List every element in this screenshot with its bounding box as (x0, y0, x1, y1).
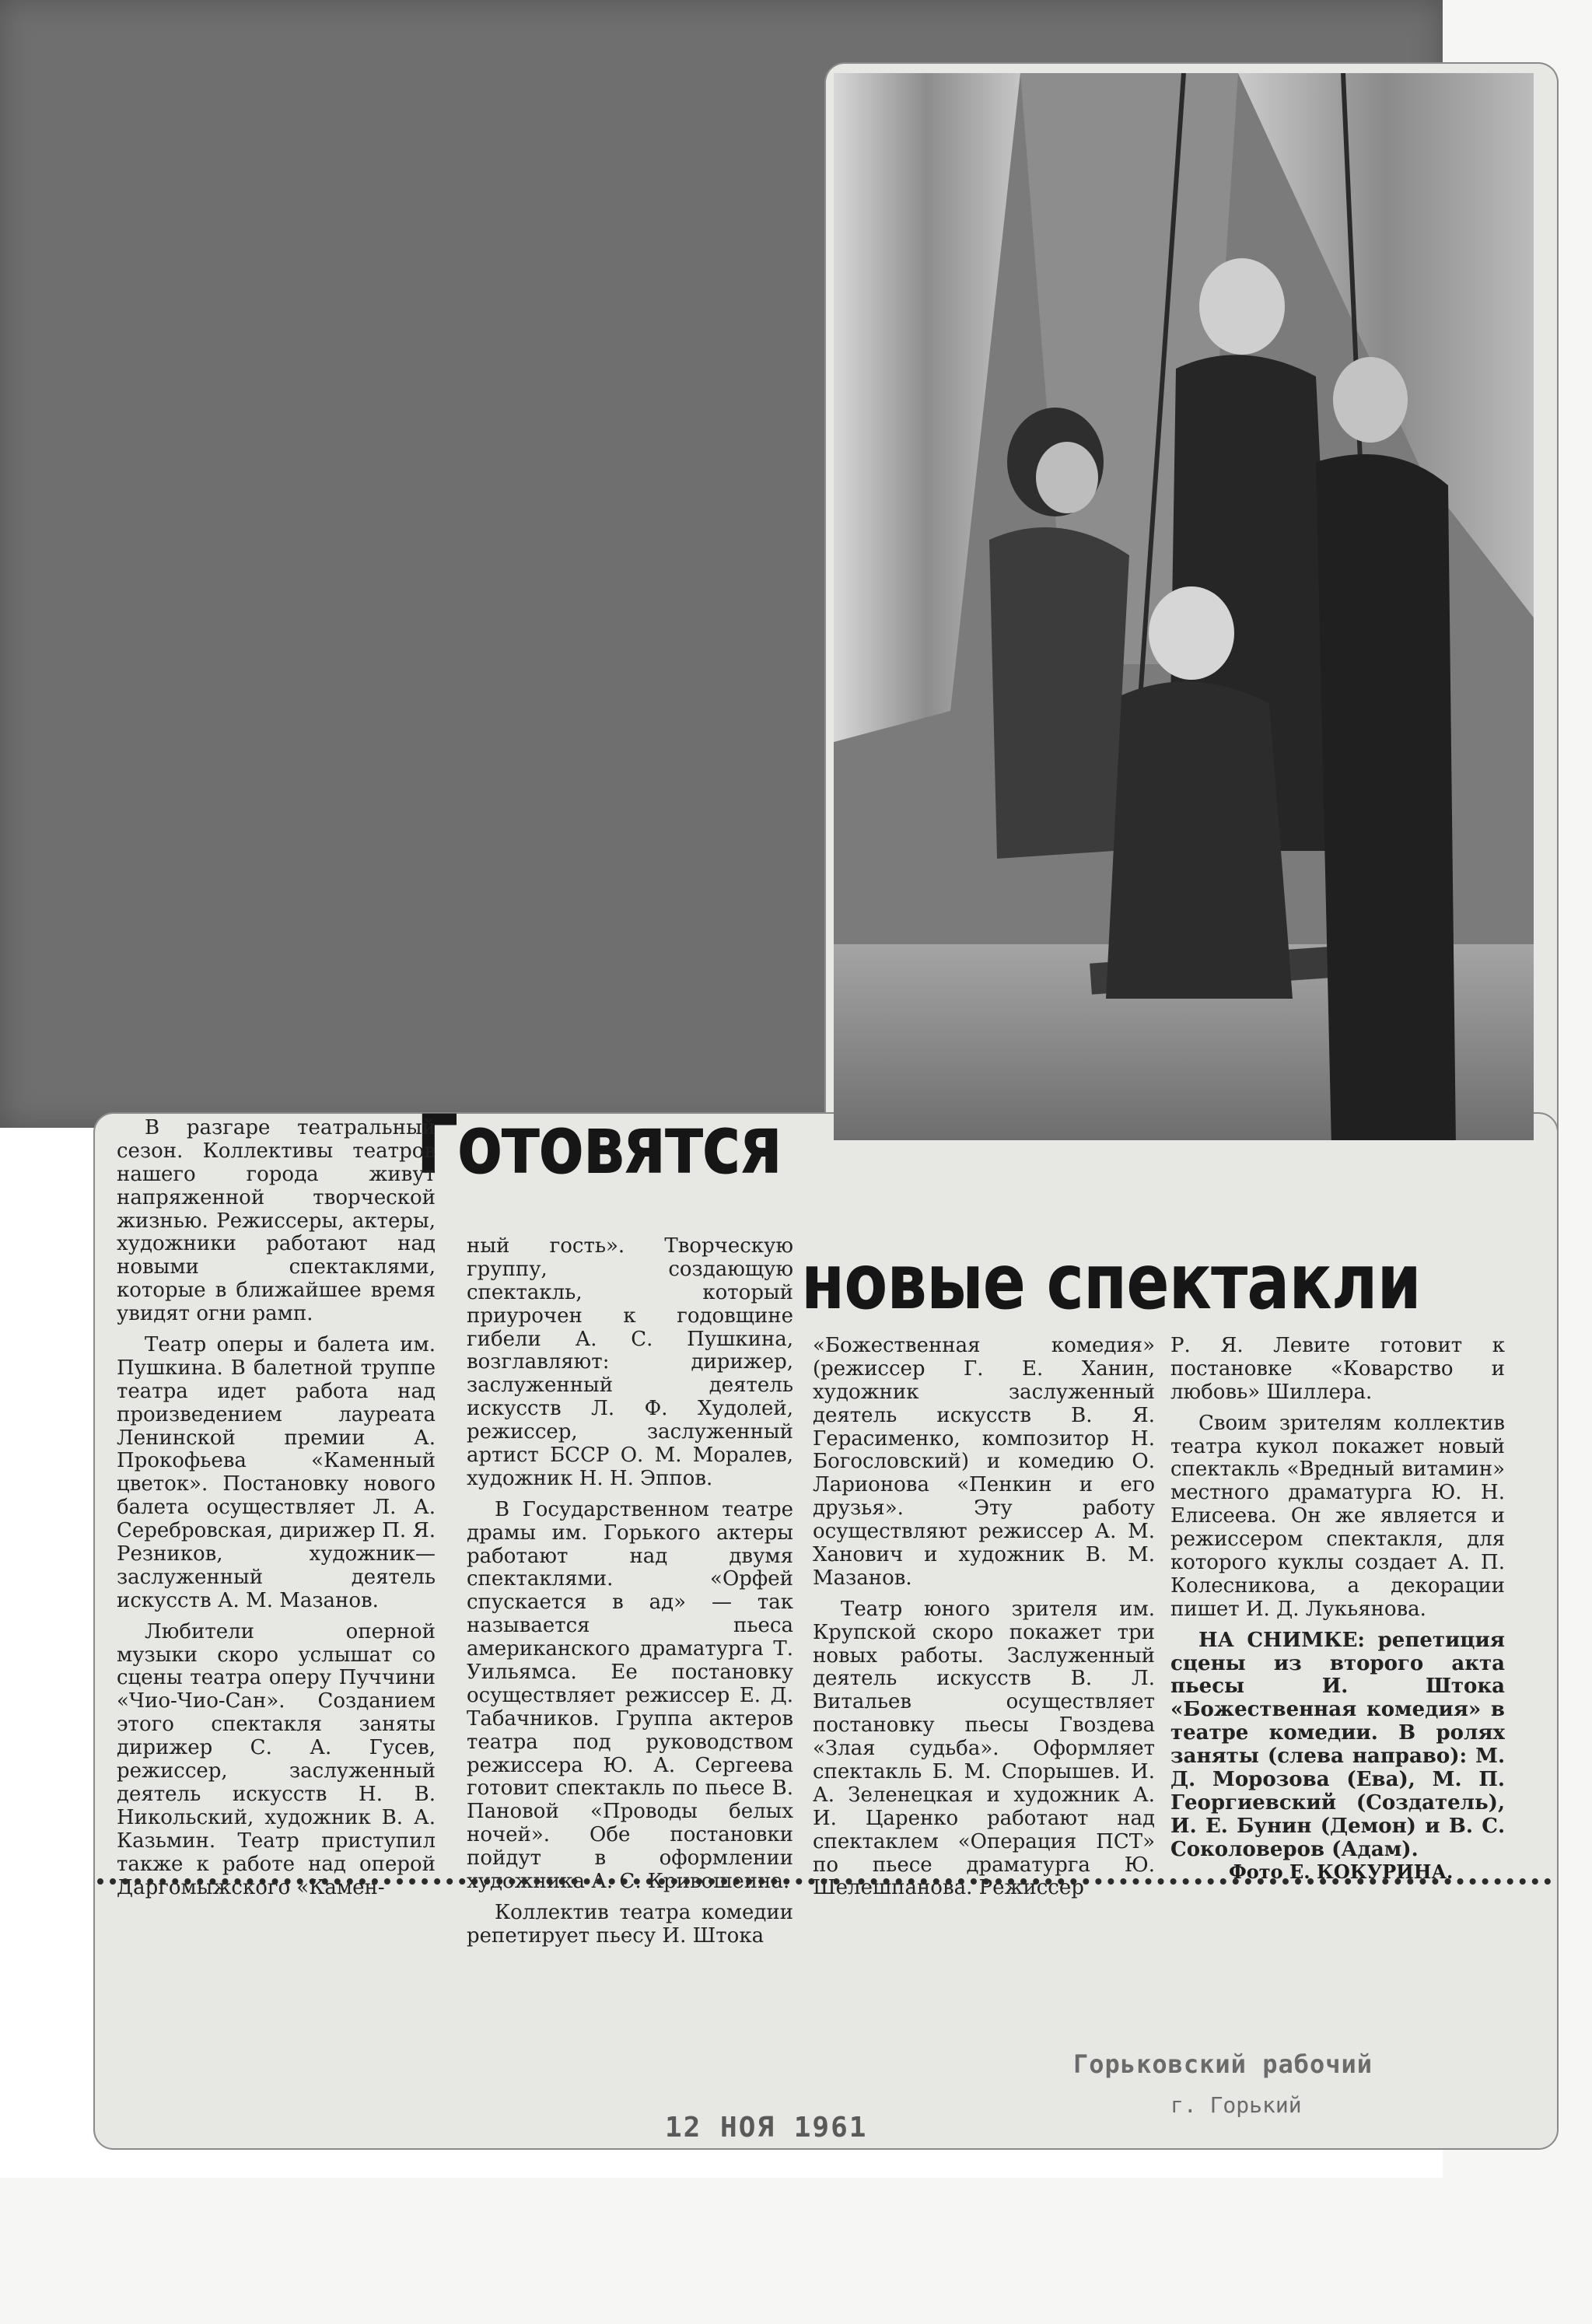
article-column-1 (117, 1117, 436, 2291)
photo-credit: Фото Е. КОКУРИНА. (1229, 1860, 1454, 1883)
date-stamp: 12 НОЯ 1961 (665, 2112, 868, 2144)
paragraph: «Божественная комедия» (режиссер Г. Е. Ханин, художник заслуженный деятель искусств В. Я. Герасименко, композитор Н. Богословский) и комедию О. Ларионова «Пенкин и его друзья». Эту работу осуществляют режиссер А. М. Ханович и художник В. М. Мазанов. (813, 1335, 1155, 1590)
city-stamp: г. Горький (1170, 2092, 1302, 2118)
headline-line-1: Готовятся (416, 1097, 782, 1192)
headline-line-2: новые спектакли (801, 1238, 1421, 1327)
newspaper-stamp: Горьковский рабочий (1073, 2049, 1373, 2079)
paragraph: В разгаре театральный сезон. Коллективы театров нашего города живут напряженной творческой жизнью. Режиссеры, актеры, художники работают над новыми спектаклями, которые в ближайшее время увидят огни рамп. (117, 1117, 436, 1326)
article-column-4 (1170, 1335, 1505, 2315)
paragraph: Театр юного зрителя им. Крупской скоро покажет три новых работы. Заслуженный деятель искусств В. Л. Витальев осуществляет постановку пьесы Гвоздева «Злая судьба». Оформляет спектакль Б. М. Спорышев. И. А. Зеленецкая и художник А. И. Царенко работают над спектаклем «Операция ПСТ» по пьесе драматурга Ю. Шелешпанова. Режиссер (813, 1597, 1155, 1900)
article-column-2 (467, 1235, 793, 2324)
photo-caption: НА СНИМКЕ: репетиция сцены из второго акта пьесы И. Штока «Божественная комедия» в театре комедии. В ролях заняты (слева направо): М. Д. Морозова (Ева), М. П. Георгиевский (Создатель), И. Е. Бунин (Демон) и В. С. Соколоверов (Адам). (1170, 1628, 1505, 1861)
paragraph: Р. Я. Левите готовит к постановке «Коварство и любовь» Шиллера. (1170, 1335, 1505, 1404)
paragraph: ный гость». Творческую группу, создающую спектакль, который приурочен к годовщине гибели А. С. Пушкина, возглавляют: дирижер, заслуженный деятель искусств Л. Ф. Худолей, режиссер, заслуженный артист БССР О. М. Моралев, художник Н. Н. Эппов. (467, 1235, 793, 1490)
paragraph: Коллектив театра комедии репетирует пьесу И. Штока (467, 1900, 793, 1948)
rehearsal-photo (834, 73, 1534, 1140)
paragraph: В Государственном театре драмы им. Горького актеры работают над двумя спектаклями. «Орфей спускается в ад» — так называется пьеса американского драматурга Т. Уильямса. Ее постановку осуществляет режиссер Е. Д. Табачников. Группа актеров театра под руководством режиссера Ю. А. Сергеева готовит спектакль по пьесе В. Пановой «Проводы белых ночей». Обе постановки пойдут в оформлении художника А. С. Кривошеина. (467, 1497, 793, 1894)
paragraph: Своим зрителям коллектив театра кукол покажет новый спектакль «Вредный витамин» местного драматурга Ю. Н. Елисеева. Он же является и режиссером спектакля, для которого куклы создает А. П. Колесникова, а декорации пишет И. Д. Лукьянова. (1170, 1411, 1505, 1621)
paragraph: Театр оперы и балета им. Пушкина. В балетной труппе театра идет работа над произведением лауреата Ленинской премии А. Прокофьева «Каменный цветок». Постановку нового балета осуществляет Л. А. Серебровская, дирижер П. Я. Резников, художник—заслуженный деятель искусств А. М. Мазанов. (117, 1333, 436, 1612)
perforated-divider (97, 1878, 1552, 1885)
paragraph: Любители оперной музыки скоро услышат со сцены театра оперу Пуччини «Чио-Чио-Сан». Созданием этого спектакля заняты дирижер С. А. Гусев, режиссер, заслуженный деятель искусств Н. В. Никольский, художник В. А. Казьмин. Театр приступил также к работе над оперой Даргомыжского «Камен- (117, 1619, 436, 1899)
article-column-3 (813, 1335, 1155, 2315)
